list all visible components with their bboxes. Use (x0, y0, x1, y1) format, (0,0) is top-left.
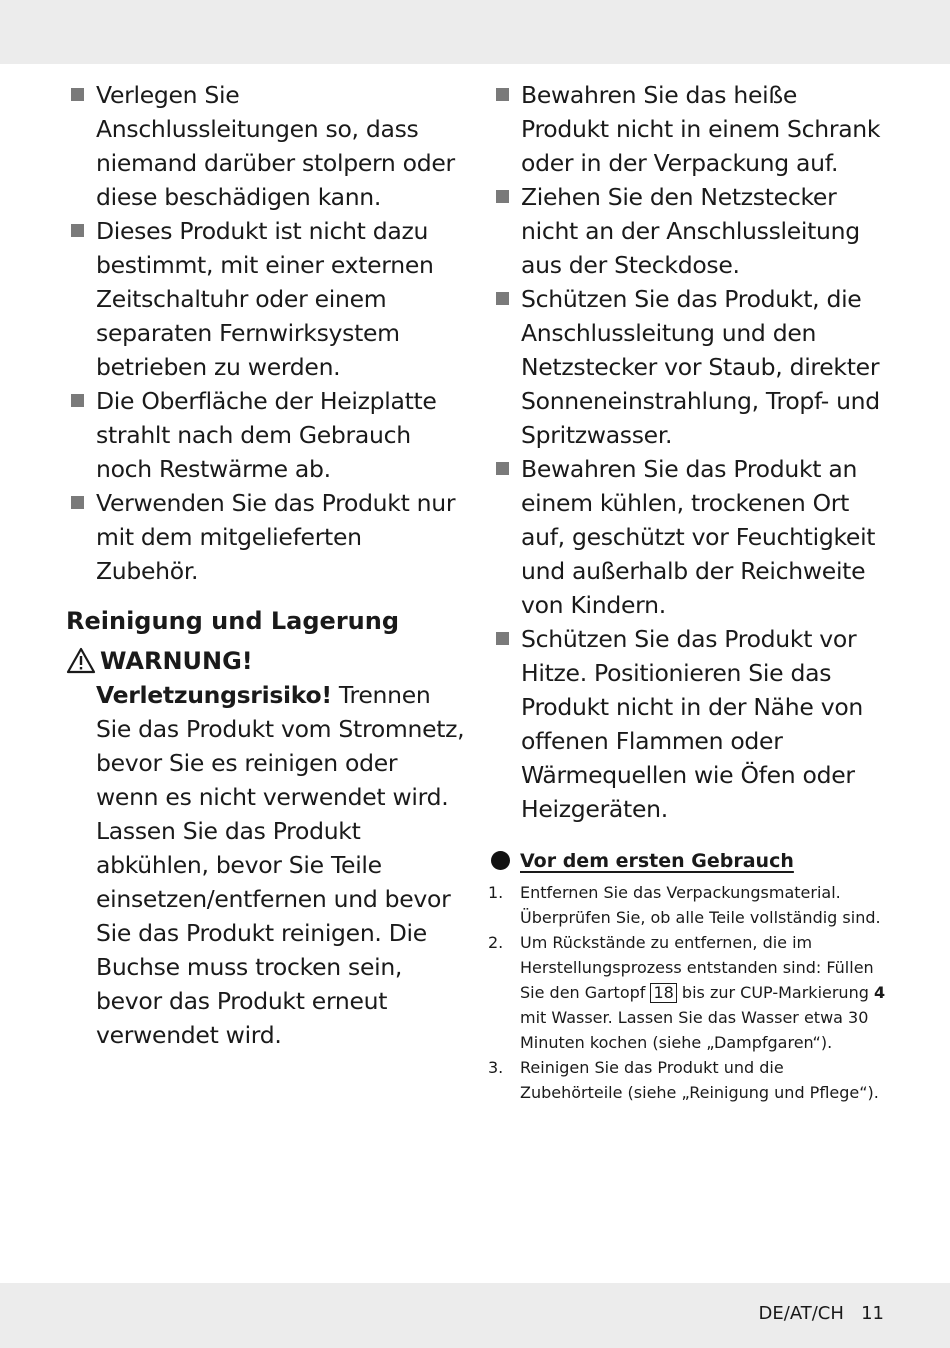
subsection-title: Vor dem ersten Gebrauch (520, 850, 794, 872)
list-item (66, 486, 466, 588)
warning-lead: Verletzungsrisiko! (96, 681, 332, 709)
warning-block (66, 644, 466, 1052)
right-column (488, 78, 891, 1105)
list-item (488, 1055, 891, 1105)
region-label: DE/AT/CH (758, 1303, 844, 1324)
bullet-text: Schützen Sie das Produkt vor Hitze. Positionieren Sie das Produkt nicht in der Nähe von offenen Flammen oder Wärmequellen wie Öfen oder Heizgeräten. (521, 625, 863, 823)
header-band (0, 0, 950, 64)
left-column (66, 78, 466, 1052)
subsection-heading (491, 848, 891, 874)
list-item (491, 78, 891, 180)
bullet-text: Verwenden Sie das Produkt nur mit dem mitgelieferten Zubehör. (96, 489, 456, 585)
bullet-text: Dieses Produkt ist nicht dazu bestimmt, mit einer externen Zeitschaltuhr oder einem separaten Fernwirksystem betrieben zu werden. (96, 217, 434, 381)
step-text: Reinigen Sie das Produkt und die Zubehörteile (siehe „Reinigung und Pflege“). (520, 1058, 879, 1102)
square-bullet-icon (71, 88, 84, 101)
square-bullet-icon (496, 88, 509, 101)
list-item (488, 880, 891, 930)
square-bullet-icon (496, 462, 509, 475)
warning-label: WARNUNG! (100, 647, 253, 675)
warning-text (66, 678, 466, 1052)
warning-title (66, 644, 466, 678)
bullet-text: Bewahren Sie das heiße Produkt nicht in einem Schrank oder in der Verpackung auf. (521, 81, 881, 177)
list-item (488, 930, 891, 1055)
list-item (491, 452, 891, 622)
square-bullet-icon (71, 394, 84, 407)
step-text: bis zur CUP-Markierung (676, 983, 874, 1002)
step-text: Um Rückstände zu entfernen, die im Herstellungsprozess entstanden sind: Füllen Sie den Gartopf (520, 933, 874, 1002)
bullet-text: Verlegen Sie Anschlussleitungen so, dass niemand darüber stolpern oder diese beschädigen kann. (96, 81, 455, 211)
bullet-text: Die Oberfläche der Heizplatte strahlt nach dem Gebrauch noch Restwärme ab. (96, 387, 437, 483)
step-text: mit Wasser. Lassen Sie das Wasser etwa 30 Minuten kochen (siehe „Dampfgaren“). (520, 1008, 869, 1052)
bullet-text: Ziehen Sie den Netzstecker nicht an der Anschlussleitung aus der Steckdose. (521, 183, 860, 279)
bullet-text: Bewahren Sie das Produkt an einem kühlen, trockenen Ort auf, geschützt vor Feuchtigkeit und außerhalb der Reichweite von Kindern. (521, 455, 876, 619)
step-number: 2. (488, 933, 504, 952)
list-item (66, 384, 466, 486)
list-item (66, 214, 466, 384)
page-footer (759, 1303, 884, 1324)
list-item (66, 78, 466, 214)
square-bullet-icon (496, 190, 509, 203)
square-bullet-icon (496, 632, 509, 645)
step-text: Entfernen Sie das Verpackungsmaterial. Überprüfen Sie, ob alle Teile vollständig sind. (520, 883, 881, 927)
warning-body: Trennen Sie das Produkt vom Stromnetz, bevor Sie es reinigen oder wenn es nicht verwendet wird. Lassen Sie das Produkt abkühlen, bevor Sie Teile einsetzen/entfernen und bevor Sie das Produkt reinigen. Die Buchse muss trocken sein, bevor das Produkt erneut verwendet wird. (96, 681, 465, 1049)
warning-triangle-icon (66, 647, 96, 675)
circle-icon (491, 851, 510, 870)
list-item (491, 282, 891, 452)
step-number: 3. (488, 1058, 504, 1077)
step-number: 1. (488, 883, 504, 902)
square-bullet-icon (71, 224, 84, 237)
list-item (491, 180, 891, 282)
square-bullet-icon (496, 292, 509, 305)
list-item (491, 622, 891, 826)
bullet-text: Schützen Sie das Produkt, die Anschlussleitung und den Netzstecker vor Staub, direkter Sonneneinstrahlung, Tropf- und Spritzwasser. (521, 285, 880, 449)
numbered-list (488, 880, 891, 1105)
part-reference: 18 (650, 983, 676, 1003)
cup-mark-number: 4 (873, 983, 886, 1002)
page-number: 11 (861, 1303, 884, 1324)
square-bullet-icon (71, 496, 84, 509)
section-heading: Reinigung und Lagerung (66, 607, 400, 635)
